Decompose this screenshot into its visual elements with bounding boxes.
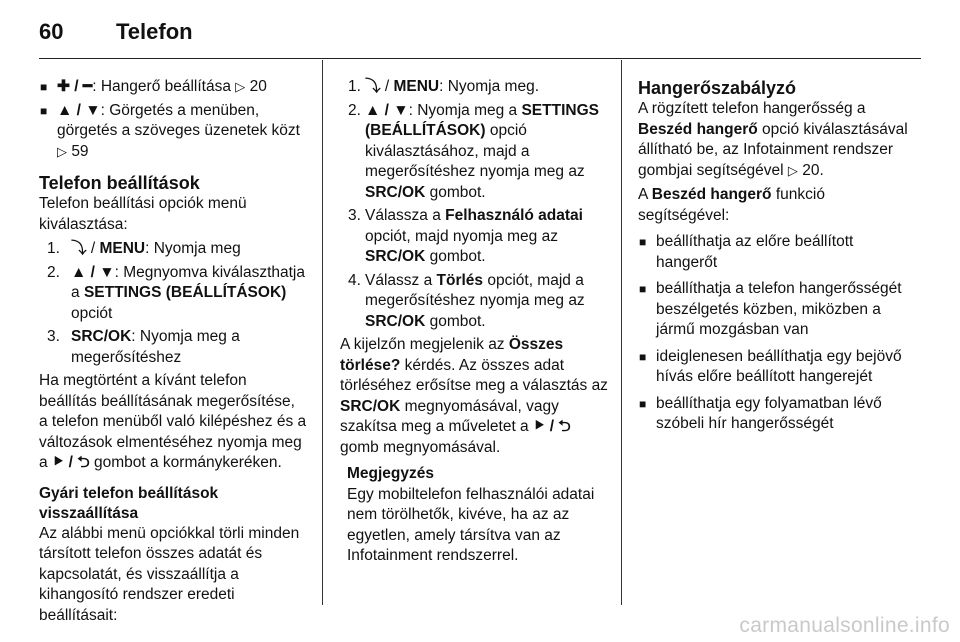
- column-divider-1: [322, 60, 323, 605]
- step-text: gombot.: [425, 312, 486, 330]
- step-text: opciót, majd nyomja meg az: [365, 227, 558, 245]
- intro-text: Telefon beállítási opciók menü kiválasztása:: [39, 195, 247, 233]
- key-label: SRC/OK: [365, 312, 426, 330]
- step-number: 3.: [348, 207, 361, 224]
- paragraph-text: megnyomásával, vagy szakítsa meg a műveletet a: [340, 397, 559, 435]
- up-down-arrows-icon: ▲ / ▼: [365, 101, 409, 119]
- list-item: [638, 279, 913, 341]
- bullet-square-icon: ■: [40, 80, 48, 94]
- paragraph: [638, 185, 913, 226]
- paragraph-text: A: [638, 186, 652, 203]
- up-down-arrows-icon: ▲ / ▼: [57, 101, 101, 119]
- step-text: : Nyomja meg a megerősítéshez: [71, 328, 240, 366]
- step-text: : Nyomja meg: [145, 240, 241, 257]
- step-text: Válassza a: [365, 207, 446, 224]
- step-text: opciót, majd a megerősítéshez nyomja meg az: [365, 271, 585, 309]
- menu-option: Beszéd hangerő: [638, 120, 758, 138]
- key-label: SRC/OK: [365, 248, 426, 265]
- step-text: : Megnyomva kiválaszthatja a: [71, 263, 305, 301]
- paragraph: [340, 335, 608, 458]
- paragraph-text: funkció segítségével:: [638, 186, 825, 224]
- item-text: beállíthatja a telefon hangerősségét beszélgetés közben, miközben a jármű mozgásban van: [656, 280, 902, 338]
- separator: /: [380, 78, 394, 95]
- page-ref-arrow-icon: ▷: [235, 79, 246, 94]
- key-label: SRC/OK: [365, 183, 426, 201]
- note-title: Megjegyzés: [347, 465, 435, 482]
- watermark: carmanualsonline.info: [739, 613, 950, 637]
- key-label: SETTINGS (BEÁLLÍTÁSOK): [365, 101, 599, 139]
- page-title: Telefon: [116, 19, 193, 44]
- phone-call-icon: ⤵: [365, 78, 381, 95]
- item-text: : Görgetés a menüben, görgetés a szöveges üzenetek közt: [57, 101, 300, 139]
- list-item: [638, 347, 913, 388]
- paragraph-text: opció kiválasztásával állítható be, az Infotainment rendszer gombjai segítségével: [638, 120, 908, 179]
- page-ref: 59: [71, 142, 89, 160]
- item-text: beállíthatja az előre beállított hangerőt: [656, 233, 854, 271]
- separator: /: [86, 240, 100, 257]
- paragraph-text: A kijelzőn megjelenik az: [340, 336, 509, 353]
- key-label: MENU: [393, 78, 440, 95]
- paragraph: [638, 99, 913, 181]
- paragraph: [39, 371, 307, 474]
- next-back-icon: ⯈ / ⮌: [51, 454, 90, 471]
- paragraph-text: A rögzített telefon hangerősség a: [638, 100, 866, 117]
- item-text: : Hangerő beállítása: [92, 78, 236, 95]
- page-ref: 20: [249, 78, 267, 95]
- step-4: [340, 271, 608, 333]
- column-2: [340, 77, 608, 567]
- step-3: [340, 206, 608, 268]
- step-1: [340, 77, 608, 98]
- step-text: opció kiválasztásához, majd a megerősítéshez nyomja meg az: [365, 122, 585, 180]
- header-rule: [39, 58, 921, 59]
- phone-call-icon: ⤵: [71, 240, 87, 257]
- menu-option: Felhasználó adatai: [445, 207, 583, 224]
- key-label: SRC/OK: [340, 397, 401, 415]
- subsection-heading: Gyári telefon beállítások visszaállítása: [39, 484, 219, 522]
- display-message: Összes törlése?: [340, 336, 564, 374]
- bullet-square-icon: ■: [639, 282, 647, 296]
- column-3: [638, 77, 913, 438]
- step-text: gombot.: [425, 248, 486, 265]
- step-text: : Nyomja meg.: [439, 78, 539, 95]
- paragraph-text: gomb megnyomásával.: [340, 438, 501, 456]
- step-number: 1.: [348, 78, 361, 95]
- list-item: [638, 394, 913, 435]
- step-number: 4.: [348, 271, 361, 289]
- step-text: Válassz a: [365, 271, 437, 289]
- paragraph: Az alábbi menü opciókkal törli minden társított telefon összes adatát és kapcsolatát, és visszaállítja a kihangosító rendszer eredeti beállításait:: [39, 524, 300, 624]
- page-ref: 20.: [802, 161, 824, 179]
- step-text: gombot.: [425, 183, 486, 201]
- step-text: : Nyomja meg a: [408, 101, 522, 119]
- up-down-arrows-icon: ▲ / ▼: [71, 263, 115, 281]
- bullet-square-icon: ■: [40, 103, 48, 118]
- step-2: [39, 263, 307, 325]
- page-ref-arrow-icon: ▷: [57, 143, 67, 159]
- section-heading: Hangerőszabályzó: [638, 78, 797, 98]
- page-ref-arrow-icon: ▷: [787, 162, 798, 178]
- step-number: 2.: [348, 101, 361, 119]
- step-2: [340, 101, 608, 204]
- plus-minus-icon: ✚ / ━: [57, 78, 93, 95]
- item-text: ideiglenesen beállíthatja egy bejövő hívás előre beállított hangerejét: [656, 347, 902, 385]
- paragraph-text: kérdés. Az összes adat törléséhez erősítse meg a választás az: [340, 356, 608, 394]
- bullet-square-icon: ■: [639, 349, 647, 364]
- column-1: [39, 77, 307, 630]
- menu-option: Beszéd hangerő: [651, 186, 772, 203]
- item-text: beállíthatja egy folyamatban lévő szóbeli hír hangerősségét: [656, 394, 882, 432]
- key-label: MENU: [99, 240, 146, 257]
- list-item: [39, 77, 307, 98]
- key-label: SRC/OK: [71, 328, 132, 345]
- list-item: [638, 232, 913, 273]
- paragraph-text: Ha megtörtént a kívánt telefon beállítás beállításának megerősítése, a telefon menüből való kilépéshez és a változások elmentéséhez nyomja meg a: [39, 372, 307, 471]
- column-divider-2: [621, 60, 622, 605]
- step-number: 2.: [47, 263, 60, 281]
- paragraph-text: gombot a kormánykeréken.: [89, 454, 282, 471]
- note-text: Egy mobiltelefon felhasználói adatai nem törölhetők, kivéve, ha az az egyetlen, amely társítva van az Infotainment rendszerrel.: [347, 485, 595, 564]
- bullet-square-icon: ■: [639, 235, 647, 249]
- next-back-icon: ⯈ / ⮌: [532, 418, 571, 435]
- step-text: opciót: [71, 304, 113, 322]
- step-3: [39, 327, 307, 368]
- note-box: [340, 464, 608, 567]
- step-number: 1.: [47, 240, 60, 257]
- list-item: [39, 101, 307, 163]
- step-number: 3.: [47, 328, 60, 345]
- menu-option: Törlés: [436, 271, 484, 289]
- step-1: [39, 239, 307, 260]
- bullet-square-icon: ■: [639, 396, 647, 411]
- page-number: 60: [39, 19, 64, 44]
- section-heading: Telefon beállítások: [39, 173, 200, 193]
- key-label: SETTINGS (BEÁLLÍTÁSOK): [83, 284, 287, 301]
